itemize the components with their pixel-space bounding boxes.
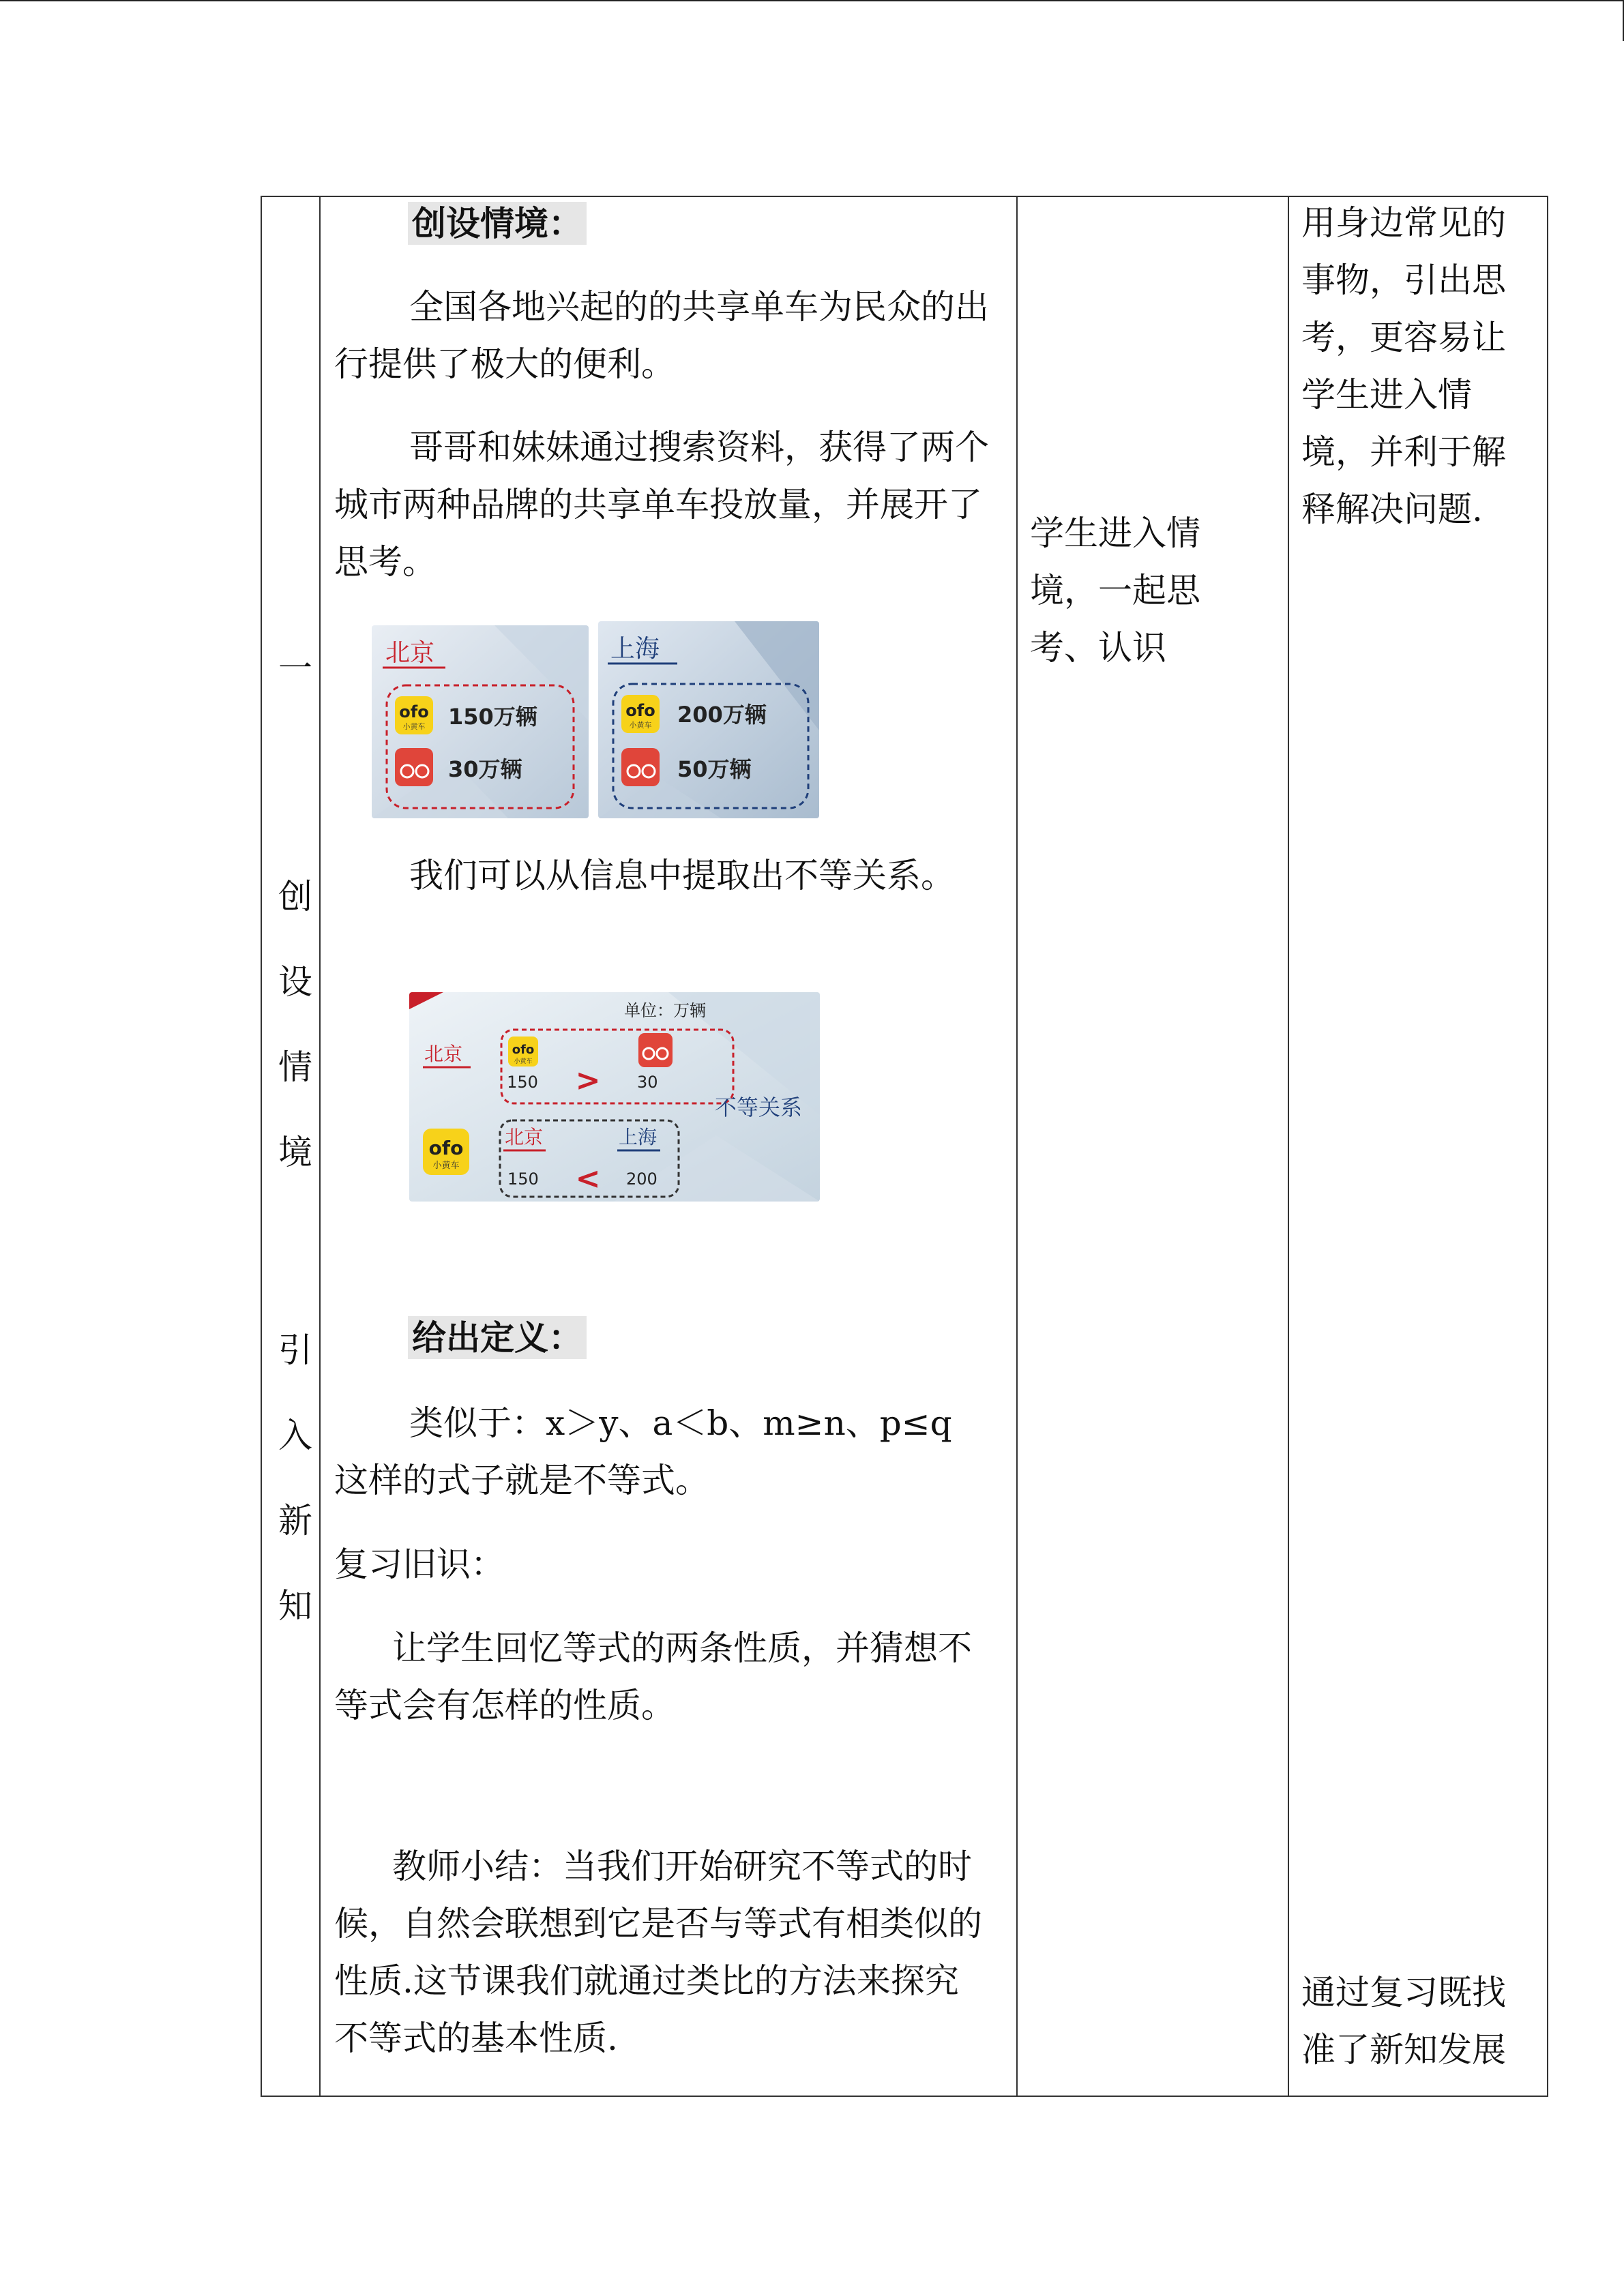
paragraph-siblings-research: 哥哥和妹妹通过搜索资料，获得了两个城市两种品牌的共享单车投放量，并展开了思考。	[334, 428, 989, 582]
stage-char-5: 境	[278, 1133, 312, 1172]
stage-char-2: 创	[278, 877, 312, 916]
shanghai-mobike-count: 50万辆	[677, 756, 752, 782]
beijing-city-label: 北京	[385, 639, 435, 667]
column-divider-2	[1016, 197, 1018, 2096]
heading-give-definition: 给出定义：	[408, 1309, 587, 1367]
stage-char-9: 知	[278, 1586, 312, 1626]
row1-operator: >	[575, 1063, 601, 1098]
ofo-logo-sub: 小黄车	[514, 1058, 533, 1065]
student-activity-text: 学生进入情境，一起思考、认识	[1030, 513, 1200, 668]
column-divider-3	[1288, 197, 1289, 2096]
unit-label: 单位：万辆	[624, 1001, 706, 1020]
ofo-logo-text: ofo	[625, 701, 655, 720]
design-intent-text-2: 通过复习既找准了新知发展	[1301, 1973, 1506, 2070]
stage-char-8: 新	[278, 1501, 312, 1540]
row2-left-value: 150	[507, 1169, 539, 1189]
row1-right-value: 30	[637, 1073, 658, 1092]
column-divider-1	[319, 197, 321, 2096]
ofo-logo-sub: 小黄车	[402, 722, 426, 731]
page-top-border	[0, 0, 1624, 1]
paragraph-teacher-summary: 教师小结：当我们开始研究不等式的时候，自然会联想到它是否与等式有相类似的性质.这节课我们就通过类比的方法来探究不等式的基本性质.	[334, 1847, 982, 2058]
row2-left-city: 北京	[505, 1126, 544, 1148]
design-intent-text-1: 用身边常见的事物，引出思考，更容易让学生进入情境，并利于解释解决问题.	[1301, 203, 1506, 529]
inequality-caption: 不等关系	[715, 1094, 803, 1120]
paragraph-bikes-convenience: 全国各地兴起的的共享单车为民众的出行提供了极大的便利。	[334, 287, 989, 384]
shanghai-city-label: 上海	[610, 635, 660, 663]
figure-inequality-relations	[409, 992, 820, 1202]
heading-create-situation: 创设情境：	[408, 195, 587, 252]
paragraph-review-label: 复习旧识：	[334, 1545, 505, 1584]
stage-char-6: 引	[278, 1330, 312, 1370]
shanghai-ofo-count: 200万辆	[677, 702, 767, 728]
ofo-logo-sub: 小黄车	[629, 721, 652, 730]
row2-right-value: 200	[626, 1169, 658, 1189]
row2-operator: <	[575, 1161, 601, 1196]
row1-left-value: 150	[507, 1073, 538, 1092]
stage-char-3: 设	[278, 962, 312, 1002]
row2-right-city: 上海	[619, 1126, 658, 1148]
ofo-logo-text: ofo	[399, 702, 429, 721]
ofo-logo-text: ofo	[428, 1137, 464, 1159]
stage-char-7: 入	[278, 1416, 312, 1455]
ofo-logo-sub: 小黄车	[432, 1161, 460, 1171]
paragraph-recall-properties: 让学生回忆等式的两条性质，并猜想不等式会有怎样的性质。	[334, 1628, 972, 1725]
ofo-logo-text: ofo	[512, 1043, 535, 1057]
figure-beijing-bikes	[372, 625, 589, 818]
row1-city-label: 北京	[424, 1043, 463, 1065]
paragraph-extract-inequality: 我们可以从信息中提取出不等关系。	[409, 856, 955, 895]
beijing-ofo-count: 150万辆	[448, 704, 537, 730]
figure-shanghai-bikes	[598, 621, 819, 818]
stage-char-1: 一	[278, 648, 312, 688]
stage-char-4: 情	[278, 1047, 312, 1087]
beijing-mobike-count: 30万辆	[448, 756, 522, 782]
paragraph-definition: 类似于：x＞y、a＜b、m≥n、p≤q 这样的式子就是不等式。	[334, 1403, 952, 1500]
